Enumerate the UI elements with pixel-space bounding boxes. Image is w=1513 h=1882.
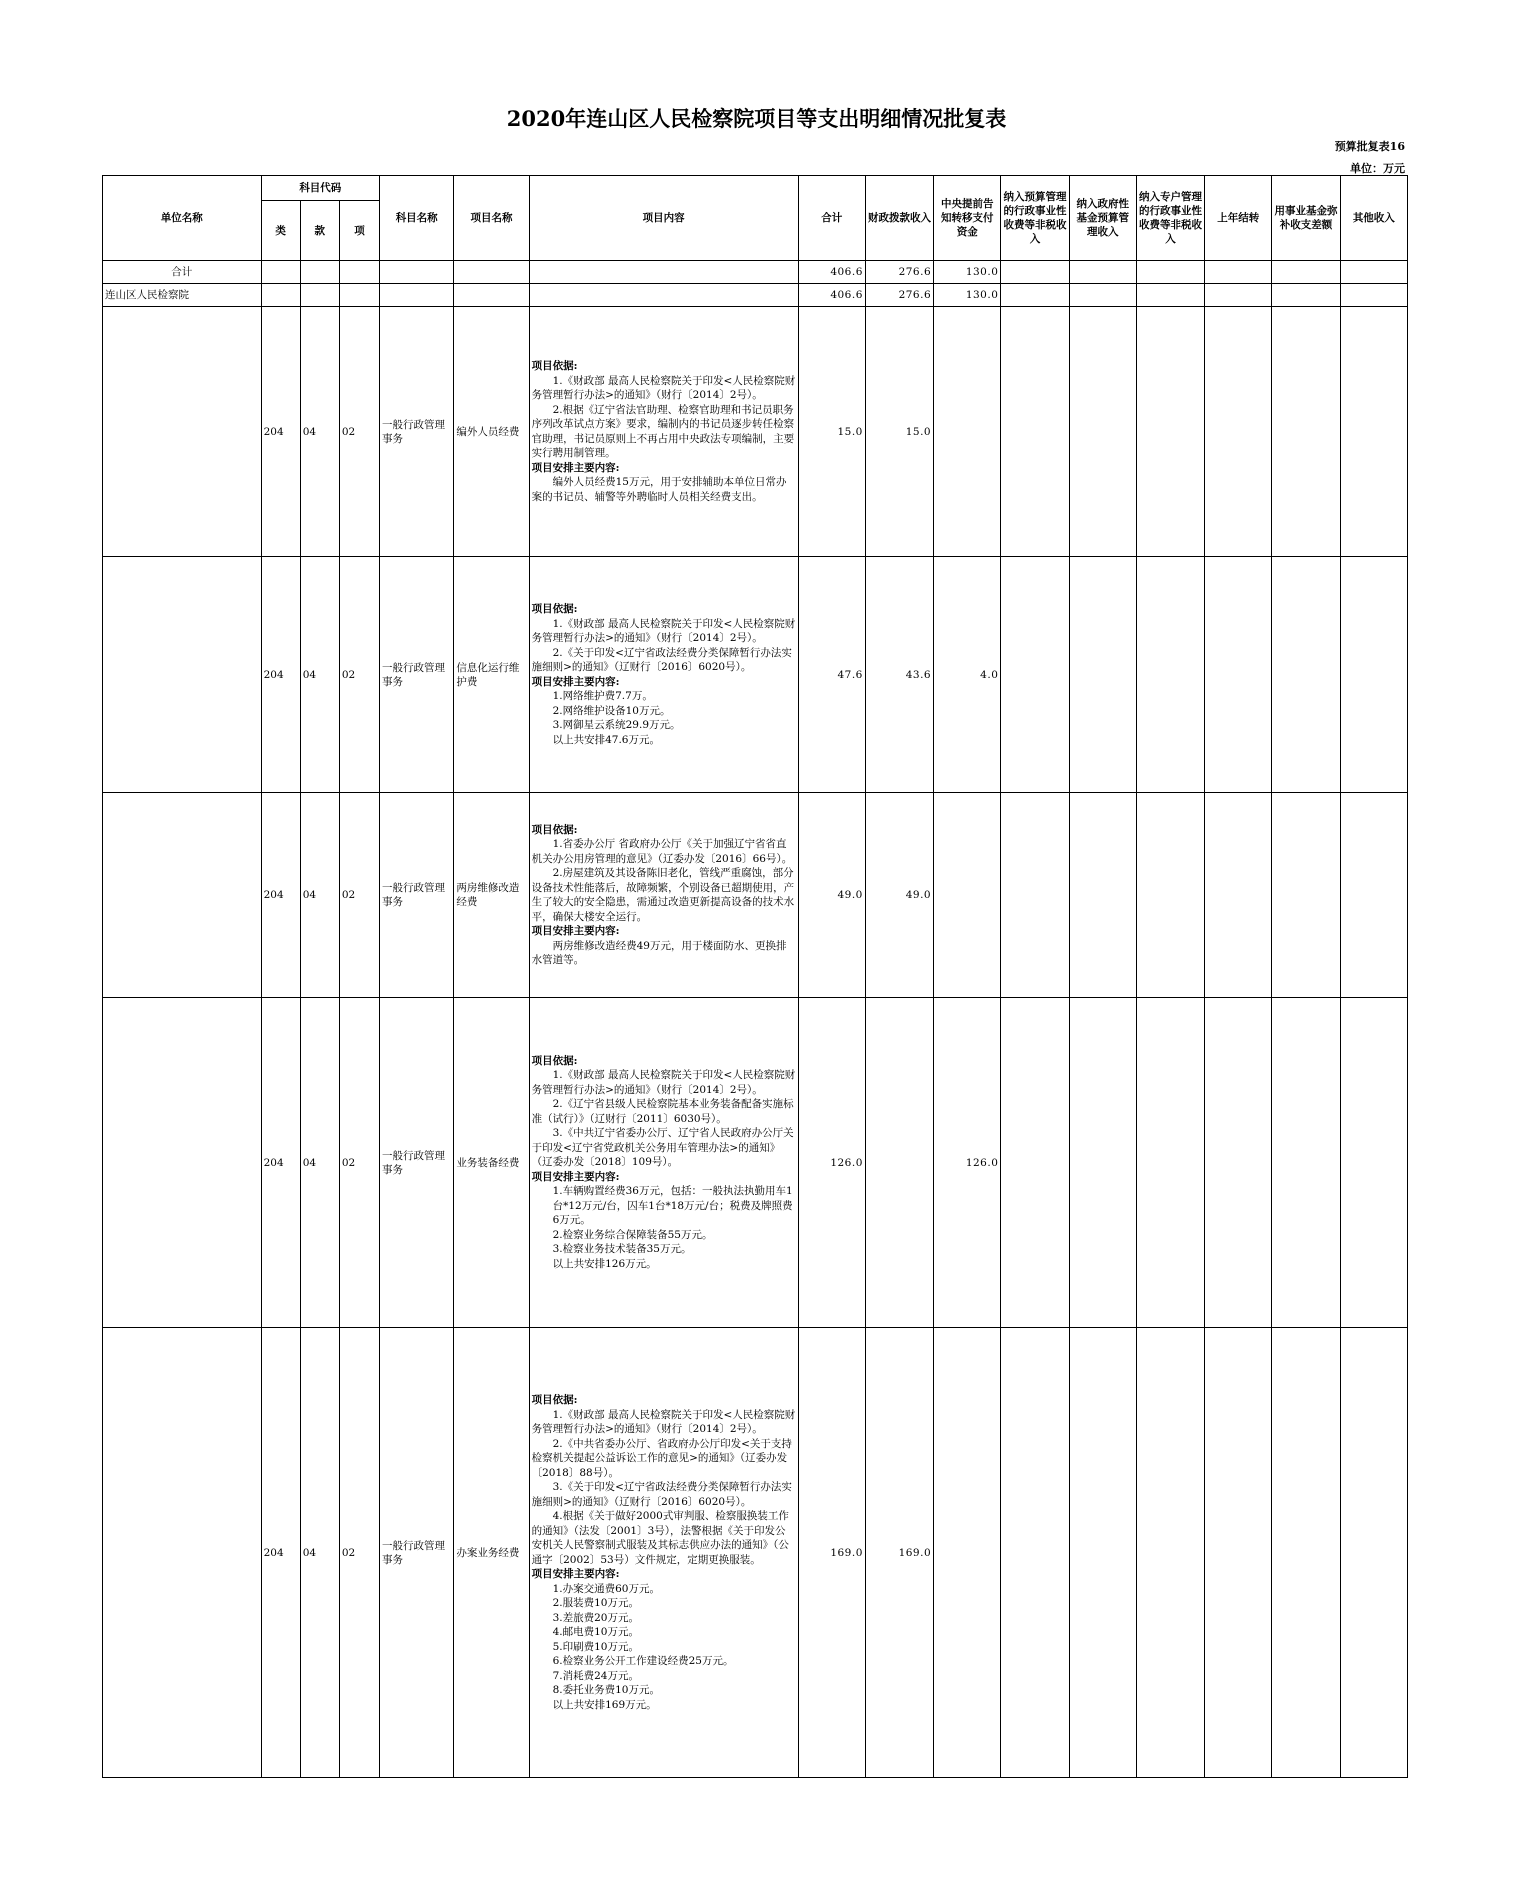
main-content-item: 8.委托业务费10万元。	[552, 1684, 660, 1696]
header-special-admin: 纳入专户管理的行政事业性收费等非税收入	[1136, 176, 1204, 261]
main-content-heading: 项目安排主要内容:	[531, 1170, 620, 1183]
project-central: 4.0	[934, 557, 1001, 793]
code-kuan: 04	[300, 307, 339, 557]
basis-heading: 项目依据:	[531, 823, 578, 836]
project-content	[529, 1328, 798, 1778]
header-fiscal: 财政拨款收入	[865, 176, 933, 261]
empty-cell	[1340, 1328, 1407, 1778]
subject-name: 一般行政管理事务	[380, 557, 454, 793]
project-content	[529, 998, 798, 1328]
project-central: 126.0	[934, 998, 1001, 1328]
empty-cell	[1069, 998, 1136, 1328]
code-lei: 204	[261, 998, 300, 1328]
empty-cell	[1136, 307, 1204, 557]
header-unit-name: 单位名称	[103, 176, 262, 261]
code-xiang: 02	[339, 307, 379, 557]
empty-cell	[1001, 557, 1069, 793]
header-budget-admin: 纳入预算管理的行政事业性收费等非税收入	[1001, 176, 1069, 261]
empty-cell	[1340, 998, 1407, 1328]
project-central	[934, 307, 1001, 557]
code-kuan: 04	[300, 1328, 339, 1778]
main-content-item: 3.网御星云系统29.9万元。	[552, 719, 681, 731]
empty-cell	[1272, 1328, 1340, 1778]
project-fiscal	[865, 998, 933, 1328]
basis-item: 2.房屋建筑及其设备陈旧老化，管线严重腐蚀，部分设备技术性能落后，故障频繁，个别设备已超期使用，产生了较大的安全隐患，需通过改造更新提高设备的技术水平，确保大楼安全运行。	[531, 867, 795, 923]
project-unit-cell	[103, 1328, 262, 1778]
main-content-item: 1.办案交通费60万元。	[552, 1582, 660, 1595]
main-content-item: 7.消耗费24万元。	[552, 1669, 639, 1682]
subject-name: 一般行政管理事务	[380, 1328, 454, 1778]
main-content-item: 2.检察业务综合保障装备55万元。	[552, 1228, 713, 1241]
project-name: 信息化运行维护费	[454, 557, 529, 793]
page-title: 2020年连山区人民检察院项目等支出明细情况批复表	[506, 106, 1007, 131]
empty-cell	[1205, 307, 1272, 557]
header-lei: 类	[261, 201, 300, 261]
project-unit-cell	[103, 557, 262, 793]
empty-cell	[1136, 557, 1204, 793]
empty-cell	[1205, 998, 1272, 1328]
code-lei: 204	[261, 557, 300, 793]
empty-cell	[1069, 557, 1136, 793]
header-subject-code: 科目代码	[261, 176, 379, 201]
project-fiscal: 15.0	[865, 307, 933, 557]
empty-cell	[1001, 1328, 1069, 1778]
project-row	[103, 1328, 1408, 1778]
project-name: 编外人员经费	[454, 307, 529, 557]
header-other: 其他收入	[1340, 176, 1407, 261]
code-xiang: 02	[339, 1328, 379, 1778]
empty-cell	[1340, 557, 1407, 793]
empty-cell	[1136, 1328, 1204, 1778]
project-row	[103, 307, 1408, 557]
project-content	[529, 793, 798, 998]
project-total: 169.0	[798, 1328, 865, 1778]
code-kuan: 04	[300, 557, 339, 793]
total-row	[103, 261, 1408, 284]
empty-cell	[1272, 793, 1340, 998]
basis-item: 2.《辽宁省县级人民检察院基本业务装备配备实施标准（试行）》（辽财行〔2011〕6030号）。	[531, 1098, 794, 1125]
unit-row-central: 130.0	[934, 284, 1001, 307]
basis-heading: 项目依据:	[531, 1394, 578, 1406]
approval-table	[102, 175, 1408, 1778]
empty-cell	[1069, 793, 1136, 998]
main-content-item: 以上共安排126万元。	[552, 1257, 657, 1270]
basis-item: 1.《财政部 最高人民检察院关于印发<人民检察院财务管理暂行办法>的通知》（财行〔2014〕2号）。	[531, 374, 796, 401]
main-content-item: 2.网络维护设备10万元。	[552, 704, 671, 717]
basis-item: 3.《关于印发<辽宁省政法经费分类保障暂行办法实施细则>的通知》（辽财行〔2016〕6020号）。	[531, 1481, 792, 1508]
main-content-item: 3.差旅费20万元。	[552, 1611, 639, 1624]
project-total: 126.0	[798, 998, 865, 1328]
empty-cell	[1205, 1328, 1272, 1778]
empty-cell	[1205, 557, 1272, 793]
empty-cell	[1272, 307, 1340, 557]
project-name: 办案业务经费	[454, 1328, 529, 1778]
basis-heading: 项目依据:	[531, 360, 578, 372]
unit-label: 单位：万元	[1350, 162, 1405, 175]
empty-cell	[1001, 998, 1069, 1328]
empty-cell	[1136, 793, 1204, 998]
main-content-item: 编外人员经费15万元，用于安排辅助本单位日常办案的书记员、辅警等外聘临时人员相关经费支出。	[531, 476, 787, 503]
main-content-heading: 项目安排主要内容:	[531, 461, 620, 474]
project-row	[103, 557, 1408, 793]
main-content-heading: 项目安排主要内容:	[531, 1568, 620, 1580]
main-content-item: 1.车辆购置经费36万元，包括：一般执法执勤用车1台*12万元/台，囚车1台*18万元/台；税费及牌照费6万元。	[552, 1185, 793, 1227]
header-project-content: 项目内容	[529, 176, 798, 261]
basis-item: 3.《中共辽宁省委办公厅、辽宁省人民政府办公厅关于印发<辽宁省党政机关公务用车管理办法>的通知》（辽委办发〔2018〕109号）。	[531, 1127, 794, 1169]
unit-row-fiscal: 276.6	[865, 284, 933, 307]
project-fiscal: 49.0	[865, 793, 933, 998]
header-subject-name: 科目名称	[380, 176, 454, 261]
unit-row-sum: 406.6	[798, 284, 865, 307]
header-gov-fund: 纳入政府性基金预算管理收入	[1069, 176, 1136, 261]
project-row	[103, 793, 1408, 998]
basis-item: 1.《财政部 最高人民检察院关于印发<人民检察院财务管理暂行办法>的通知》（财行〔2014〕2号）。	[531, 1408, 796, 1435]
code-kuan: 04	[300, 998, 339, 1328]
project-total: 49.0	[798, 793, 865, 998]
header-xiang: 项	[339, 201, 379, 261]
project-central	[934, 793, 1001, 998]
code-xiang: 02	[339, 793, 379, 998]
subject-name: 一般行政管理事务	[380, 998, 454, 1328]
project-unit-cell	[103, 793, 262, 998]
project-fiscal: 43.6	[865, 557, 933, 793]
main-content-item: 3.检察业务技术装备35万元。	[552, 1243, 692, 1256]
total-fiscal: 276.6	[865, 261, 933, 284]
empty-cell	[1272, 998, 1340, 1328]
unit-row	[103, 284, 1408, 307]
code-lei: 204	[261, 307, 300, 557]
main-content-item: 两房维修改造经费49万元，用于楼面防水、更换排水管道等。	[531, 939, 787, 966]
project-total: 47.6	[798, 557, 865, 793]
empty-cell	[1001, 307, 1069, 557]
main-content-item: 1.网络维护费7.7万。	[552, 690, 653, 702]
empty-cell	[1272, 557, 1340, 793]
empty-cell	[1069, 307, 1136, 557]
main-content-item: 以上共安排47.6万元。	[552, 733, 660, 746]
main-content-item: 以上共安排169万元。	[552, 1698, 657, 1711]
empty-cell	[1001, 793, 1069, 998]
project-total: 15.0	[798, 307, 865, 557]
subject-name: 一般行政管理事务	[380, 793, 454, 998]
total-central: 130.0	[934, 261, 1001, 284]
basis-item: 2.根据《辽宁省法官助理、检察官助理和书记员职务序列改革试点方案》要求，编制内的书记员逐步转任检察官助理，书记员原则上不再占用中央政法专项编制，主要实行聘用制管理。	[531, 403, 795, 459]
main-content-item: 4.邮电费10万元。	[552, 1626, 639, 1638]
project-unit-cell	[103, 998, 262, 1328]
unit-row-label: 连山区人民检察院	[103, 284, 262, 307]
header-fund-balance: 用事业基金弥补收支差额	[1272, 176, 1340, 261]
main-content-heading: 项目安排主要内容:	[531, 925, 620, 937]
header-kuan: 款	[300, 201, 339, 261]
main-content-item: 5.印刷费10万元。	[552, 1640, 639, 1653]
header-central: 中央提前告知转移支付资金	[934, 176, 1001, 261]
basis-item: 1.《财政部 最高人民检察院关于印发<人民检察院财务管理暂行办法>的通知》（财行〔2014〕2号）。	[531, 617, 796, 644]
project-content	[529, 557, 798, 793]
code-xiang: 02	[339, 998, 379, 1328]
basis-item: 1.省委办公厅 省政府办公厅《关于加强辽宁省省直机关办公用房管理的意见》（辽委办发〔2016〕66号）。	[531, 838, 793, 865]
main-content-item: 6.检察业务公开工作建设经费25万元。	[552, 1655, 734, 1667]
basis-item: 4.根据《关于做好2000式审判服、检察服换装工作的通知》（法发〔2001〕3号），法警根据《关于印发公安机关人民警察制式服装及其标志供应办法的通知》（公通字〔2002〕53号）文件规定，定期更换服装。	[531, 1510, 789, 1566]
subject-name: 一般行政管理事务	[380, 307, 454, 557]
project-unit-cell	[103, 307, 262, 557]
main-content-item: 2.服装费10万元。	[552, 1597, 639, 1609]
empty-cell	[1136, 998, 1204, 1328]
total-sum: 406.6	[798, 261, 865, 284]
basis-heading: 项目依据:	[531, 603, 578, 615]
code-lei: 204	[261, 793, 300, 998]
project-content	[529, 307, 798, 557]
basis-item: 2.《关于印发<辽宁省政法经费分类保障暂行办法实施细则>的通知》（辽财行〔2016〕6020号）。	[531, 646, 792, 673]
empty-cell	[1205, 793, 1272, 998]
code-lei: 204	[261, 1328, 300, 1778]
code-xiang: 02	[339, 557, 379, 793]
header-project-name: 项目名称	[454, 176, 529, 261]
project-row	[103, 998, 1408, 1328]
project-name: 两房维修改造经费	[454, 793, 529, 998]
empty-cell	[1340, 793, 1407, 998]
main-content-heading: 项目安排主要内容:	[531, 675, 620, 688]
code-kuan: 04	[300, 793, 339, 998]
project-fiscal: 169.0	[865, 1328, 933, 1778]
project-name: 业务装备经费	[454, 998, 529, 1328]
empty-cell	[1340, 307, 1407, 557]
header-carryover: 上年结转	[1205, 176, 1272, 261]
empty-cell	[1069, 1328, 1136, 1778]
total-label: 合计	[103, 261, 262, 284]
basis-heading: 项目依据:	[531, 1054, 578, 1067]
basis-item: 2.《中共省委办公厅、省政府办公厅印发<关于支持检察机关提起公益诉讼工作的意见>的通知》（辽委办发〔2018〕88号）。	[531, 1437, 792, 1479]
form-number: 预算批复表16	[1334, 140, 1405, 153]
basis-item: 1.《财政部 最高人民检察院关于印发<人民检察院财务管理暂行办法>的通知》（财行〔2014〕2号）。	[531, 1069, 796, 1096]
project-central	[934, 1328, 1001, 1778]
header-total: 合计	[798, 176, 865, 261]
